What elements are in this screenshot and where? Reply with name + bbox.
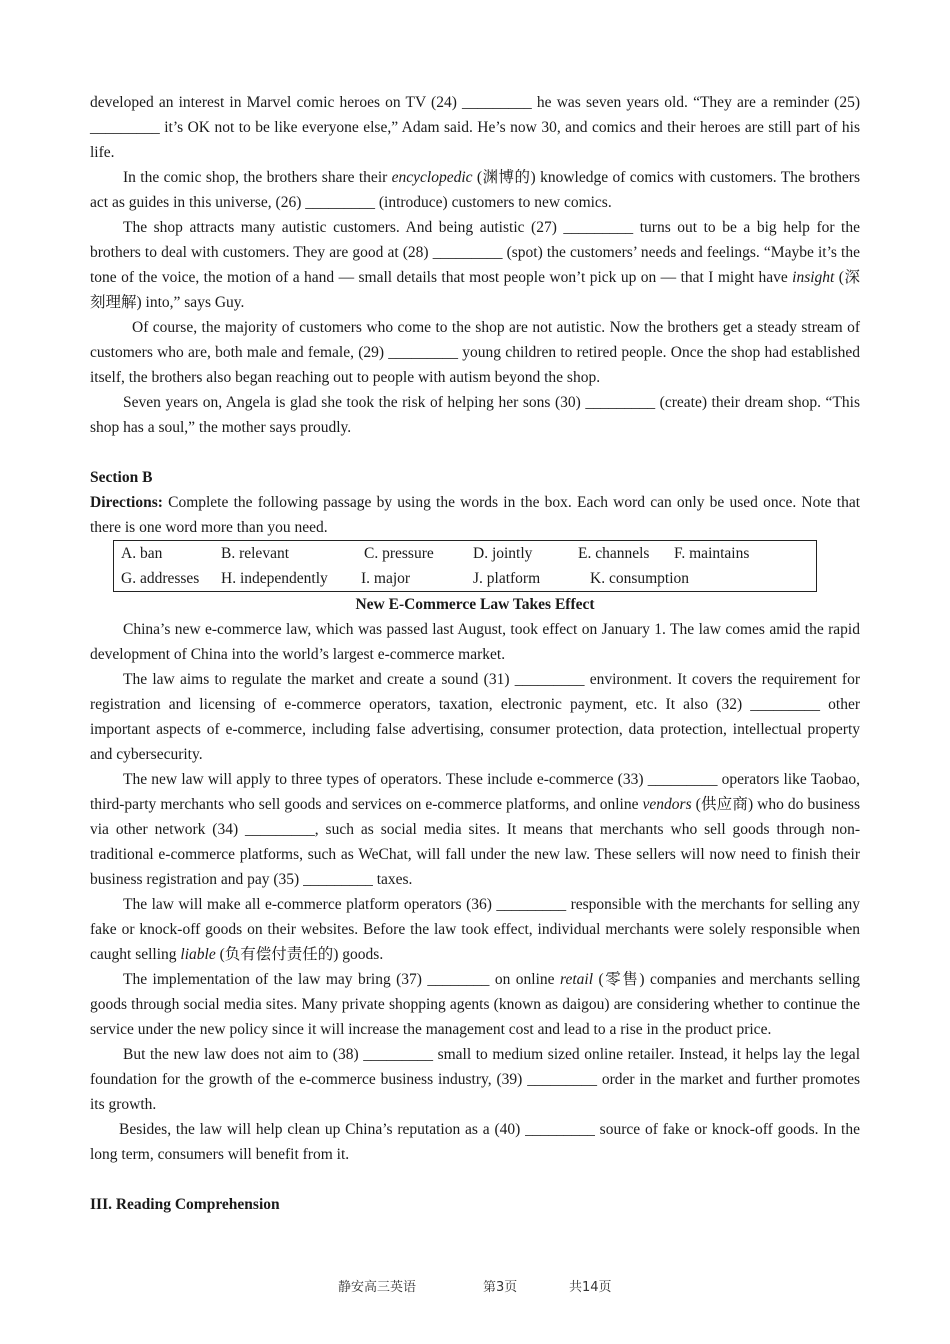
- word-option: F. maintains: [674, 545, 750, 562]
- word-option: K. consumption: [590, 570, 690, 587]
- paragraph-b1: China’s new e-commerce law, which was passed last August, took effect on January 1. The law comes amid the rapid development of China into the world’s largest e-commerce market.: [90, 621, 860, 663]
- paragraph-a2: In the comic shop, the brothers share their encyclopedic (渊博的) knowledge of comics with customers. The brothers act as guides in this universe, (26) _________ (introduce) customers to new comics.: [90, 169, 860, 211]
- section-b-heading: Section B: [90, 469, 153, 486]
- paragraph-a4: Of course, the majority of customers who come to the shop are not autistic. Now the brothers get a steady stream of customers who are, both male and female, (29) _________ young children to retired people. Once the shop had established itself, the brothers also began reaching out to people with autism beyond the shop.: [90, 319, 860, 386]
- word-option: G. addresses: [121, 570, 200, 587]
- footer-school: 静安高三英语: [338, 1280, 417, 1295]
- section-b-directions: Directions: Complete the following passage by using the words in the box. Each word can only be used once. Note that there is one word more than you need.: [90, 494, 860, 536]
- word-option: A. ban: [121, 545, 163, 562]
- word-bank-row-1: [121, 541, 809, 566]
- paragraph-b7: Besides, the law will help clean up China’s reputation as a (40) _________ source of fake or knock-off goods. In the long term, consumers will benefit from it.: [90, 1121, 860, 1163]
- word-option: E. channels: [578, 545, 650, 562]
- footer-page-number: 第3页: [483, 1280, 518, 1295]
- paragraph-a1: developed an interest in Marvel comic heroes on TV (24) _________ he was seven years old. “They are a reminder (25) _________ it’s OK not to be like everyone else,” Adam said. He’s now 30, and comics and their heroes are still part of his life.: [90, 94, 860, 161]
- word-bank-box: [113, 540, 817, 592]
- word-option: I. major: [361, 570, 411, 587]
- word-option: B. relevant: [221, 545, 290, 562]
- word-option: D. jointly: [473, 545, 533, 562]
- word-bank-row-2: [121, 566, 809, 591]
- footer-total-pages: 共14页: [569, 1280, 612, 1295]
- paragraph-a5: Seven years on, Angela is glad she took the risk of helping her sons (30) _________ (create) their dream shop. “This shop has a soul,” the mother says proudly.: [90, 394, 860, 436]
- paragraph-a3: The shop attracts many autistic customers. And being autistic (27) _________ turns out to be a big help for the brothers to deal with customers. They are good at (28) _________ (spot) the customers’ needs and feelings. “Maybe it’s the tone of the voice, the motion of a hand — small details that most people won’t pick up on — that I might have insight (深刻理解) into,” says Guy.: [90, 219, 860, 311]
- word-option: J. platform: [473, 570, 541, 587]
- word-option: C. pressure: [364, 545, 434, 562]
- passage-title: New E-Commerce Law Takes Effect: [355, 596, 595, 613]
- word-option: H. independently: [221, 570, 328, 587]
- document-page: [90, 90, 860, 1217]
- section-iii-heading: III. Reading Comprehension: [90, 1196, 280, 1213]
- paragraph-b4: The law will make all e-commerce platform operators (36) _________ responsible with the merchants for selling any fake or knock-off goods on their websites. Before the law took effect, individual merchants were solely responsible when caught selling liable (负有偿付责任的) goods.: [90, 896, 860, 963]
- paragraph-b5: The implementation of the law may bring (37) ________ on online retail (零售) companies and merchants selling goods through social media sites. Many private shopping agents (known as daigou) are considering whether to continue the service under the new policy since it will increase the management cost and lead to a rise in the product price.: [90, 971, 860, 1038]
- paragraph-b3: The new law will apply to three types of operators. These include e-commerce (33) _________ operators like Taobao, third-party merchants who sell goods and services on e-commerce platforms, and online vendors (供应商) who do business via other network (34) _________, such as social media sites. It means that merchants who sell goods through non-traditional e-commerce platforms, such as WeChat, will fall under the new law. These sellers will now need to finish their business registration and pay (35) _________ taxes.: [90, 771, 860, 888]
- directions-label: Directions:: [90, 494, 163, 511]
- paragraph-b2: The law aims to regulate the market and create a sound (31) _________ environment. It covers the requirement for registration and licensing of e-commerce operators, taxation, electronic payment, etc. It also (32) _________ other important aspects of e-commerce, including false advertising, consumer protection, data protection, intellectual property and cybersecurity.: [90, 671, 860, 763]
- paragraph-b6: But the new law does not aim to (38) _________ small to medium sized online retailer. Instead, it helps lay the legal foundation for the growth of the e-commerce business industry, (39) _________ order in the market and further promotes its growth.: [90, 1046, 860, 1113]
